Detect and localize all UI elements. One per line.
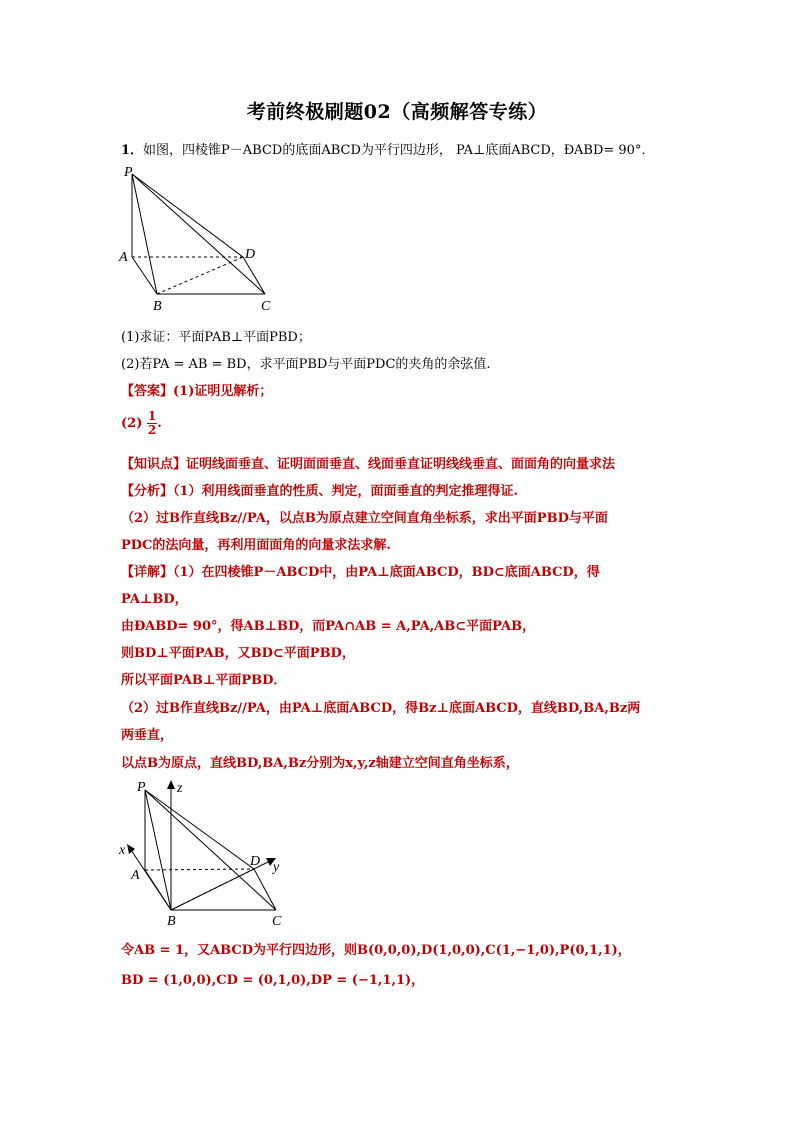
analysis-line-3: PDC的法向量，再利用面面角的向量求法求解. xyxy=(121,538,391,553)
label-B: B xyxy=(167,914,176,929)
answer-part1: (1)证明见解析； xyxy=(173,384,273,399)
knowledge-points xyxy=(121,453,615,472)
answer-part2-suffix: . xyxy=(157,416,162,431)
detail-label: 【详解】 xyxy=(121,565,174,580)
analysis-label: 【分析】 xyxy=(121,484,174,499)
part2-question: (2)若PA = AB = BD，求平面PBD与平面PDC的夹角的余弦值. xyxy=(121,357,491,372)
edge-CD xyxy=(243,257,265,294)
pyramid-figure-1 xyxy=(112,160,287,315)
label-z: z xyxy=(177,781,183,796)
detail-line-6: （2）过B作直线Bz//PA，由PA⊥底面ABCD，得Bz⊥底面ABCD，直线BD,BA,Bz两 xyxy=(121,701,641,716)
problem-number: 1． xyxy=(121,143,144,158)
edge-PC xyxy=(132,174,265,294)
label-y: y xyxy=(273,860,280,875)
knowledge-label: 【知识点】 xyxy=(121,457,187,472)
detail-line-8: 以点B为原点，直线BD,BA,Bz分别为x,y,z轴建立空间直角坐标系， xyxy=(121,756,519,771)
edge-PD xyxy=(145,790,254,869)
analysis-line-2: （2）过B作直线Bz//PA，以点B为原点建立空间直角坐标系，求出平面PBD与平面 xyxy=(121,511,608,526)
edge-AD-dashed xyxy=(145,869,254,870)
detail-line-7: 两垂直， xyxy=(121,728,174,743)
label-A: A xyxy=(119,250,128,265)
answer-part2-prefix: (2) xyxy=(121,416,143,431)
label-P: P xyxy=(124,165,133,180)
edge-BD-dashed xyxy=(157,257,243,294)
detail-line-1 xyxy=(121,561,600,580)
label-A: A xyxy=(131,868,140,883)
page-title: 考前终极刷题02（高频解答专练） xyxy=(246,101,548,123)
answer-label: 【答案】 xyxy=(121,384,174,399)
label-C: C xyxy=(261,299,271,314)
label-D: D xyxy=(245,247,256,262)
detail-line-4: 则BD⊥平面PAB，又BD⊂平面PBD， xyxy=(121,646,355,661)
knowledge-text: 证明线面垂直、证明面面垂直、线面垂直证明线线垂直、面面角的向量求法 xyxy=(186,457,616,472)
label-C: C xyxy=(272,914,282,929)
problem-statement xyxy=(121,139,654,158)
x-axis-arrow xyxy=(127,844,135,854)
problem-text: 如图，四棱锥P－ABCD的底面ABCD为平行四边形， PA⊥底面ABCD，ÐABD= 90°． xyxy=(143,143,655,158)
edge-PB xyxy=(145,790,171,910)
detail-line-2: PA⊥BD， xyxy=(121,592,188,607)
answer-line-2 xyxy=(121,410,162,437)
detail-line-5: 所以平面PAB⊥平面PBD． xyxy=(121,673,287,688)
label-D: D xyxy=(250,854,261,869)
z-axis-arrow xyxy=(167,780,175,789)
edge-CD xyxy=(254,869,276,910)
detail-line-9: 令AB = 1，又ABCD为平行四边形，则B(0,0,0),D(1,0,0),C(1,−1,0),P(0,1,1)， xyxy=(121,943,631,958)
pyramid-figure-2 xyxy=(112,775,297,930)
edge-PD xyxy=(132,174,243,257)
part1-question: (1)求证：平面PAB⊥平面PBD； xyxy=(121,330,311,345)
label-B: B xyxy=(153,299,162,314)
fraction-numerator: 1 xyxy=(147,409,157,423)
detail-line-3: 由ÐABD= 90°，得AB⊥BD，而PA∩AB = A,PA,AB⊂平面PAB， xyxy=(121,619,536,634)
detail-text-1: （1）在四棱锥P－ABCD中，由PA⊥底面ABCD，BD⊂底面ABCD，得 xyxy=(173,565,600,580)
label-x: x xyxy=(119,843,126,858)
fraction-denominator: 2 xyxy=(147,423,157,437)
answer-fraction xyxy=(147,410,157,437)
answer-line-1 xyxy=(121,380,272,399)
edge-PC xyxy=(145,790,276,910)
detail-line-10: BD = (1,0,0),CD = (0,1,0),DP = (−1,1,1)， xyxy=(121,973,425,988)
label-P: P xyxy=(137,780,146,795)
analysis-text-1: （1）利用线面垂直的性质、判定，面面垂直的判定推理得证. xyxy=(173,484,519,499)
analysis-line-1 xyxy=(121,480,518,499)
